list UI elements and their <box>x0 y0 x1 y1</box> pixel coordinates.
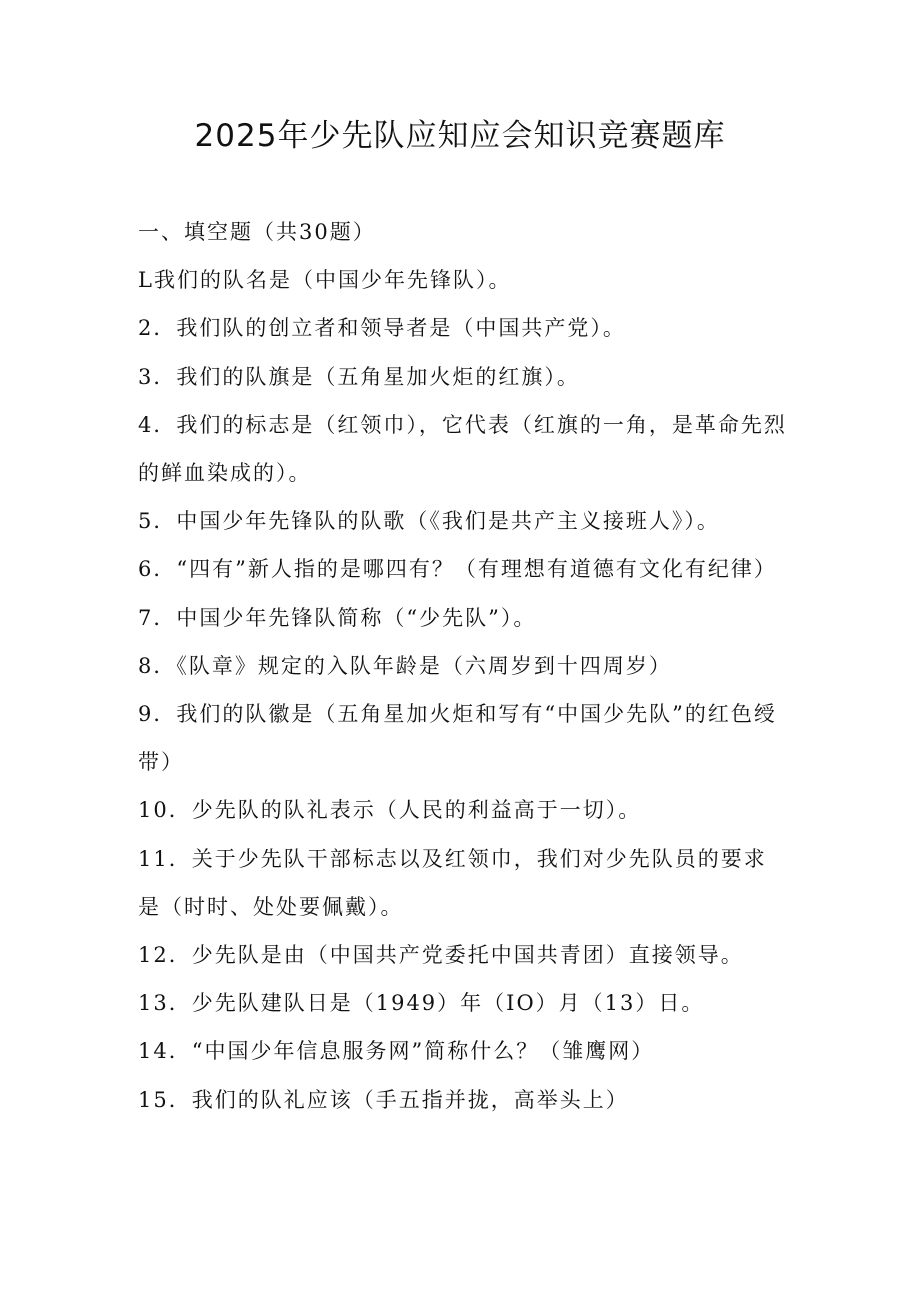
section-heading: 一、填空题（共30题） <box>138 220 376 244</box>
question-item-3: 3．我们的队旗是（五角星加火炬的红旗）。 <box>138 364 580 389</box>
question-item-14: 14．“中国少年信息服务网”简称什么？（雏鹰网） <box>138 1039 655 1064</box>
question-item-8: 8．《队章》规定的入队年龄是（六周岁到十四周岁） <box>138 653 672 678</box>
question-item-6: 6．“四有”新人指的是哪四有？（有理想有道德有文化有纪律） <box>138 557 777 582</box>
question-item-1: L我们的队名是（中国少年先锋队）。 <box>138 268 512 293</box>
question-item-9: 9．我们的队徽是（五角星加火炬和写有“中国少先队”的红色绶带） <box>138 702 777 775</box>
question-item-11: 11．关于少先队干部标志以及红领巾，我们对少先队员的要求是（时时、处处要佩戴）。 <box>138 846 767 919</box>
question-item-5: 5．中国少年先锋队的队歌（《我们是共产主义接班人》）。 <box>138 509 720 534</box>
document-body <box>138 208 788 1124</box>
question-item-10: 10．少先队的队礼表示（人民的利益高于一切）。 <box>138 798 642 823</box>
question-item-13: 13．少先队建队日是（1949）年（IO）月（13）日。 <box>138 991 705 1016</box>
question-item-7: 7．中国少年先锋队简称（“少先队”）。 <box>138 605 537 630</box>
question-item-15: 15．我们的队礼应该（手五指并拢，高举头上） <box>138 1087 629 1112</box>
question-item-2: 2．我们队的创立者和领导者是（中国共产党）。 <box>138 316 626 341</box>
question-item-4: 4．我们的标志是（红领巾），它代表（红旗的一角，是革命先烈的鲜血染成的）。 <box>138 412 787 486</box>
question-item-12: 12．少先队是由（中国共产党委托中国共青团）直接领导。 <box>138 943 744 968</box>
document-title: 2025年少先队应知应会知识竞赛题库 <box>194 118 726 154</box>
